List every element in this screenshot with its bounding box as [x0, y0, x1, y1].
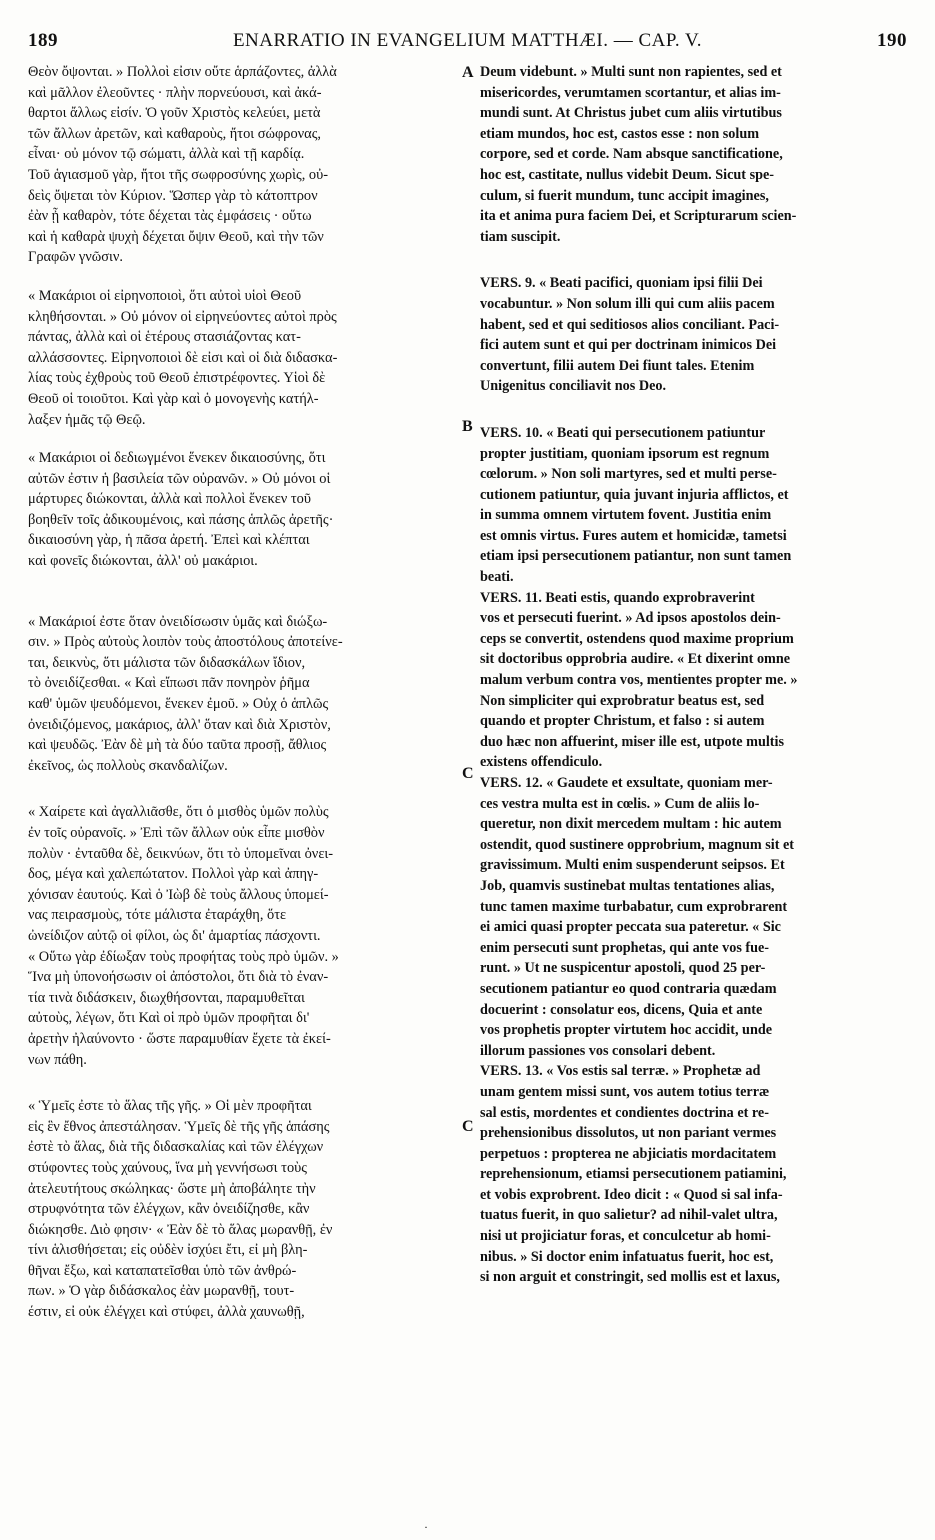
latin-paragraph: Deum videbunt. » Multi sunt non rapientes, sed et misericordes, verumtamen scortantur, et alias im- mundi sunt. At Christus jubet cum aliis virtutibus etiam mundos, hoc est, castos esse : non solum corpore, sed et corde. Nam absque sanctificatione, hoc est, castitate, nullus videbit Deum. Sicut spe- culum, si fuerit mundum, tunc accipit imagines, ita et anima pura faciem Dei, et Scripturarum scien- tiam suscipit.	[480, 64, 797, 245]
latin-paragraph: VERS. 11. Beati estis, quando exprobraverint vos et persecuti fuerint. » Ad ipsos apostolos dein- ceps se convertit, ostendens quod maxime proprium sit doctoribus opprobria audire. « Et dixerint omne malum verbum contra vos, mentientes propter me. » Non simpliciter qui exprobratur beatus est, sed quando et propter Christum, et falso : si autem duo hæc non affuerint, miser ille est, utpote multis existens offendiculo.	[480, 589, 798, 771]
greek-paragraph: « Χαίρετε καὶ ἀγαλλιᾶσθε, ὅτι ὁ μισθὸς ὑμῶν πολὺς ἐν τοῖς οὐρανοῖς. » Ἐπὶ τῶν ἄλλων οὐκ εἶπε μισθὸν πολὺν · ἐνταῦθα δὲ, δεικνύων, ὅτι τὸ ὑπομεῖναι ὀνει- δος, μέγα καὶ χαλεπώτατον. Πολλοὶ γὰρ καὶ ἀπηγ- χόνισαν ἑαυτούς. Καὶ ὁ Ἰὼβ δὲ τοὺς ἄλλους ὑπομεί- νας πειρασμοὺς, τότε μάλιστα ἐταράχθη, ὅτε ὠνείδιζον αὐτῷ οἱ φίλοι, ὡς δι' ἁμαρτίας πάσχοντι. « Οὕτω γὰρ ἐδίωξαν τοὺς προφήτας τοὺς πρὸ ὑμῶν. » Ἵνα μὴ ὑπονοήσωσιν οἱ ἀπόστολοι, ὅτι διὰ τὸ ἐναν- τία τινὰ διδάσκειν, διωχθήσονται, παραμυθεῖται αὐτοὺς, λέγων, ὅτι Καὶ οἱ πρὸ ὑμῶν προφῆται δι' ἀρετὴν ἠλαύνοντο · ὥστε παραμυθίαν ἔχετε τὰ ἐκεί- νων πάθη.	[28, 804, 339, 1068]
latin-column	[480, 62, 900, 1510]
greek-paragraph: Θεὸν ὄψονται. » Πολλοὶ εἰσιν οὔτε ἁρπάζοντες, ἀλλὰ καὶ μᾶλλον ἐλεοῦντες · πλὴν πορνεύουσι, καὶ ἀκά- θαρτοι ἄλλως εἰσίν. Ὁ γοῦν Χριστὸς κελεύει, μετὰ τῶν ἄλλων ἀρετῶν, καὶ καθαροὺς, ἤτοι σώφρονας, εἶναι· οὐ μόνον τῷ σώματι, ἀλλὰ καὶ τῇ καρδίᾳ. Τοῦ ἁγιασμοῦ γὰρ, ἤτοι τῆς σωφροσύνης χωρὶς, οὐ- δεὶς ὄψεται τὸν Κύριον. Ὥσπερ γὰρ τὸ κάτοπτρον ἐὰν ᾖ καθαρὸν, τότε δέχεται τὰς ἐμφάσεις · οὕτω καὶ ἡ καθαρὰ ψυχὴ δέχεται ὄψιν Θεοῦ, καὶ τὴν τῶν Γραφῶν γνῶσιν.	[28, 64, 337, 266]
latin-paragraph: VERS. 10. « Beati qui persecutionem patiuntur propter justitiam, quoniam ipsorum est regnum cœlorum. » Non soli martyres, sed et multi perse- cutionem patiuntur, quia juvant injuria afflictos, et in summa omnem virtutem fovent. Justitia enim est omnis virtus. Fures autem et homicidæ, tametsi etiam ipsi persecutionem patiantur, non sunt tamen beati.	[480, 424, 792, 586]
margin-marker-b: B	[462, 418, 473, 435]
page-number-right: 190	[877, 30, 907, 51]
margin-marker-c-second: C	[462, 1118, 474, 1135]
margin-marker-c: C	[462, 765, 474, 782]
greek-paragraph: « Μακάριοι οἱ δεδιωγμένοι ἕνεκεν δικαιοσύνης, ὅτι αὐτῶν ἐστιν ἡ βασιλεία τῶν οὐρανῶν. » Οὐ μόνοι οἱ μάρτυρες διώκονται, ἀλλὰ καὶ πολλοὶ ἕνεκεν τοῦ βοηθεῖν τοῖς ἀδικουμένοις, καὶ πάσης ἁπλῶς ἀρετῆς· δικαιοσύνη γὰρ, ἡ πᾶσα ἀρετή. Ἐπεὶ καὶ κλέπται καὶ φονεῖς διώκονται, ἀλλ' οὐ μακάριοι.	[28, 450, 334, 570]
latin-paragraph: VERS. 13. « Vos estis sal terræ. » Prophetæ ad unam gentem missi sunt, vos autem totius terræ sal estis, mordentes et condientes doctrina et re- prehensionibus dissolutos, ut non pariant vermes perpetuos : propterea ne abjiciatis mordacitatem reprehensionum, etiamsi persecutionem patiamini, et vobis exprobrent. Ideo dicit : « Quod si sal infa- tuatus fuerit, in quo salietur? ad nihil-valet ultra, nisi ut projiciatur foras, et conculcetur ab homi- nibus. » Si doctor enim infatuatus fuerit, hoc est, si non arguit et constringit, sed mollis est et laxus,	[480, 1063, 787, 1286]
greek-paragraph: « Μακάριοι οἱ εἰρηνοποιοὶ, ὅτι αὐτοὶ υἱοὶ Θεοῦ κληθήσονται. » Οὐ μόνον οἱ εἰρηνεύοντες αὐτοὶ πρὸς πάντας, ἀλλὰ καὶ οἱ ἑτέρους στασιάζοντας κατ- αλλάσσοντες. Εἰρηνοποιοὶ δὲ εἰσι καὶ οἱ διὰ διδασκα- λίας τοὺς ἐχθροὺς τοῦ Θεοῦ ἐπιστρέφοντες. Υἱοὶ δὲ Θεοῦ οἱ τοιοῦτοι. Καὶ γὰρ καὶ ὁ μονογενὴς κατήλ- λαξεν ἡμᾶς τῷ Θεῷ.	[28, 287, 338, 428]
margin-marker-a: A	[462, 64, 474, 81]
greek-paragraph: « Μακάριοί ἐστε ὅταν ὀνειδίσωσιν ὑμᾶς καὶ διώξω- σιν. » Πρὸς αὐτοὺς λοιπὸν τοὺς ἀποστόλους ἀποτείνε- ται, δεικνὺς, ὅτι μάλιστα τῶν διδασκάλων ἴδιον, τὸ ὀνειδίζεσθαι. « Καὶ εἴπωσι πᾶν πονηρὸν ῥῆμα καθ' ὑμῶν ψευδόμενοι, ἕνεκεν ἐμοῦ. » Οὐχ ὁ ἁπλῶς ὀνειδιζόμενος, μακάριος, ἀλλ' ὅταν καὶ διὰ Χριστὸν, καὶ ψευδῶς. Ἐὰν δὲ μὴ τὰ δύο ταῦτα προσῇ, ἄθλιος ἐκεῖνος, ὡς πολλοὺς σκανδαλίζων.	[28, 613, 343, 774]
latin-paragraph: VERS. 9. « Beati pacifici, quoniam ipsi filii Dei vocabuntur. » Non solum illi qui cum aliis pacem habent, sed et qui seditiosos alios conciliant. Paci- fici autem sunt et qui per doctrinam inimicos Dei convertunt, filii autem Dei fiunt tales. Etenim Unigenitus conciliavit nos Deo.	[480, 275, 780, 395]
running-title: ENARRATIO IN EVANGELIUM MATTHÆI. — CAP. V.	[232, 30, 703, 51]
latin-paragraph: VERS. 12. « Gaudete et exsultate, quoniam mer- ces vestra multa est in cœlis. » Cum de aliis lo- queretur, non dixit mercedem multam : hic autem ostendit, quod sustinere opprobrium, magnum sit et gravissimum. Multi enim suspenderunt seipsos. Et Job, quamvis sustinebat multas tentationes alias, tunc tamen maxime turbabatur, cum exprobrarent ei amici quasi propter peccata sua pateretur. « Sic enim persecuti sunt prophetas, qui ante vos fue- runt. » Ut ne suspicentur apostoli, quod 25 per- secutionem patiantur eo quod contraria quædam docuerint : consolatur eos, dicens, Quia et ante vos prophetis propter virtutem hoc accidit, unde illorum passiones vos consolari debent.	[480, 775, 795, 1059]
greek-paragraph: « Ὑμεῖς ἐστε τὸ ἅλας τῆς γῆς. » Οἱ μὲν προφῆται εἰς ἓν ἔθνος ἀπεστάλησαν. Ὑμεῖς δὲ τῆς γῆς ἁπάσης ἐστὲ τὸ ἅλας, διὰ τῆς διδασκαλίας καὶ τῶν ἐλέγχων στύφοντες τοὺς χαύνους, ἵνα μὴ γεννήσωσι τοὺς ἀτελευτήτους σκώληκας· ὥστε μὴ ἀποβάλητε τὴν στρυφνότητα τῶν ἐλέγχων, κἂν ὀνειδίζησθε, κἂν διώκησθε. Διὸ φησιν· « Ἐὰν δὲ τὸ ἅλας μωρανθῇ, ἐν τίνι ἁλισθήσεται; εἰς οὐδὲν ἰσχύει ἔτι, εἰ μὴ βλη- θῆναι ἔξω, καὶ καταπατεῖσθαι ὑπὸ τῶν ἀνθρώ- πων. » Ὁ γὰρ διδάσκαλος ἐὰν μωρανθῇ, τουτ- έστιν, εἰ οὐκ ἐλέγχει καὶ στύφει, ἀλλὰ χαυνωθῇ,	[28, 1098, 333, 1321]
page-header	[28, 30, 907, 60]
greek-column	[28, 62, 460, 1510]
page-number-left: 189	[28, 30, 58, 51]
footer-mark: ·	[424, 1520, 428, 1534]
